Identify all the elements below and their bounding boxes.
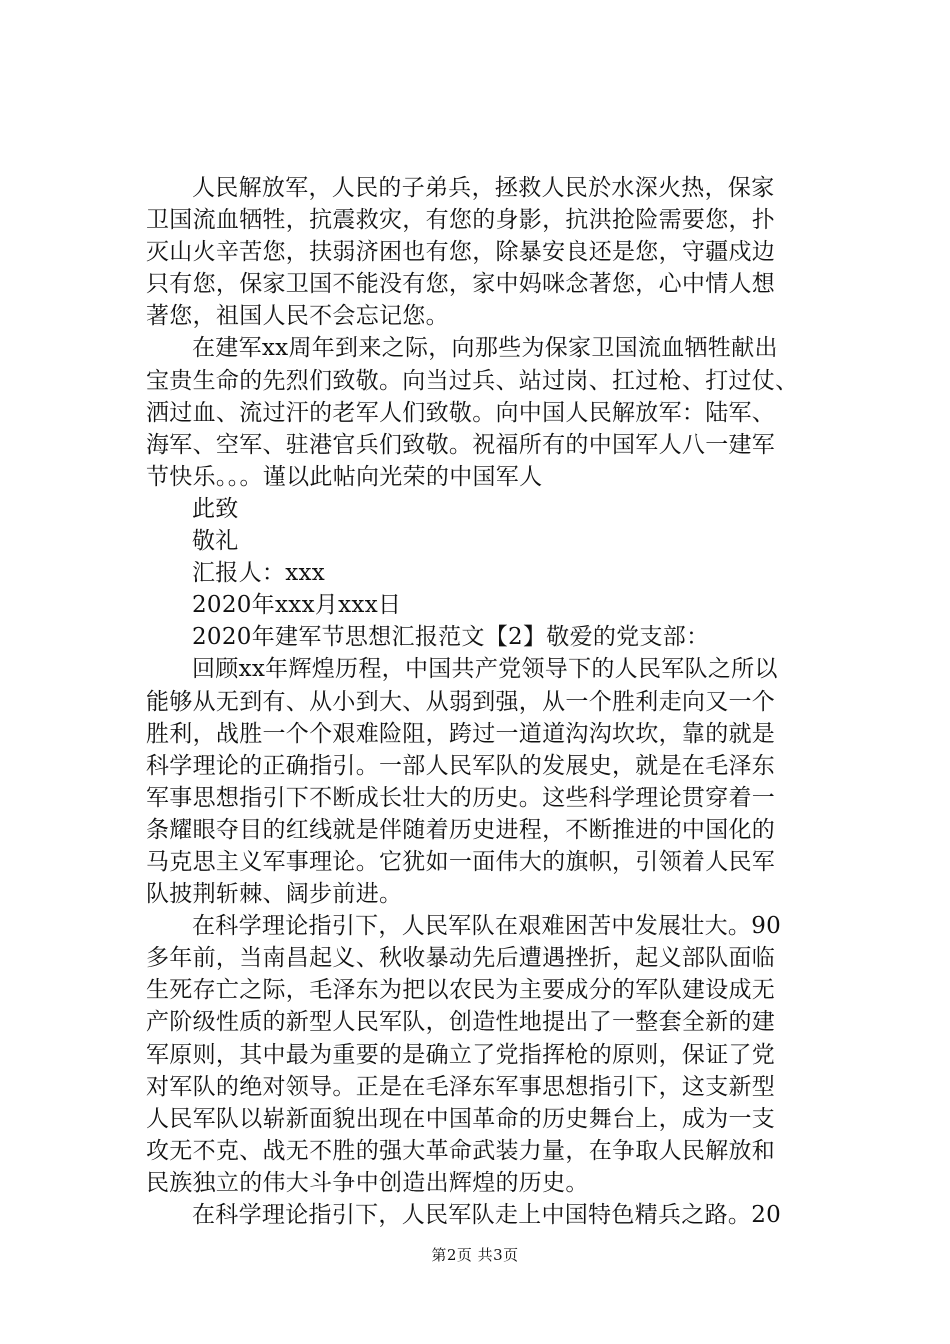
text-line: 条耀眼夺目的红线就是伴随着历史进程，不断推进的中国化的 — [146, 816, 776, 843]
text-line: 灭山火辛苦您，扶弱济困也有您，除暴安良还是您，守疆戍边 — [146, 239, 776, 266]
text-line: 洒过血、流过汗的老军人们致敬。向中国人民解放军：陆军、 — [146, 399, 776, 426]
section-heading: 2020年建军节思想汇报范文【2】敬爱的党支部： — [192, 624, 710, 651]
text-line: 节快乐。。。谨以此帖向光荣的中国军人 — [146, 463, 543, 490]
text-line: 攻无不克、战无不胜的强大革命武装力量，在争取人民解放和 — [146, 1137, 776, 1164]
text-line: 只有您，保家卫国不能没有您，家中妈咪念著您，心中情人想 — [146, 271, 776, 298]
text-line: 马克思主义军事理论。它犹如一面伟大的旗帜，引领着人民军 — [146, 848, 776, 875]
text-line: 在科学理论指引下，人民军队在艰难困苦中发展壮大。90 — [192, 913, 782, 940]
text-line: 能够从无到有、从小到大、从弱到强，从一个胜利走向又一个 — [146, 688, 776, 715]
text-line: 回顾xx年辉煌历程，中国共产党领导下的人民军队之所以 — [192, 656, 778, 683]
text-line: 在科学理论指引下，人民军队走上中国特色精兵之路。20 — [192, 1202, 782, 1228]
text-line: 在建军xx周年到来之际，向那些为保家卫国流血牺牲献出 — [192, 335, 778, 362]
text-line: 多年前，当南昌起义、秋收暴动先后遭遇挫折，起义部队面临 — [146, 945, 776, 972]
text-line: 科学理论的正确指引。一部人民军队的发展史，就是在毛泽东 — [146, 752, 776, 779]
text-line: 宝贵生命的先烈们致敬。向当过兵、站过岗、扛过枪、打过仗、 — [146, 367, 799, 394]
text-line: 军原则，其中最为重要的是确立了党指挥枪的原则，保证了党 — [146, 1041, 776, 1068]
text-line: 军事思想指引下不断成长壮大的历史。这些科学理论贯穿着一 — [146, 784, 776, 811]
text-line: 胜利，战胜一个个艰难险阻，跨过一道道沟沟坎坎，靠的就是 — [146, 720, 776, 747]
text-line: 产阶级性质的新型人民军队，创造性地提出了一整套全新的建 — [146, 1009, 776, 1036]
closing-line: 敬礼 — [192, 528, 239, 555]
document-body — [146, 172, 836, 1231]
text-line: 对军队的绝对领导。正是在毛泽东军事思想指引下，这支新型 — [146, 1073, 776, 1100]
text-line: 海军、空军、驻港官兵们致敬。祝福所有的中国军人八一建军 — [146, 431, 776, 458]
text-line: 著您，祖国人民不会忘记您。 — [146, 303, 449, 330]
reporter-line: 汇报人：xxx — [192, 560, 326, 587]
date-line: 2020年xxx月xxx日 — [192, 592, 402, 619]
text-line: 人民解放军，人民的子弟兵，拯救人民於水深火热，保家 — [192, 175, 775, 201]
text-line: 民族独立的伟大斗争中创造出辉煌的历史。 — [146, 1169, 589, 1196]
text-line: 队披荆斩棘、阔步前进。 — [146, 881, 403, 908]
closing-line: 此致 — [192, 495, 239, 522]
text-line: 卫国流血牺牲，抗震救灾，有您的身影，抗洪抢险需要您，扑 — [146, 207, 776, 234]
text-line: 人民军队以崭新面貌出现在中国革命的历史舞台上，成为一支 — [146, 1105, 776, 1132]
page-footer: 第2页 共3页 — [431, 1246, 519, 1264]
text-line: 生死存亡之际，毛泽东为把以农民为主要成分的军队建设成无 — [146, 977, 776, 1004]
